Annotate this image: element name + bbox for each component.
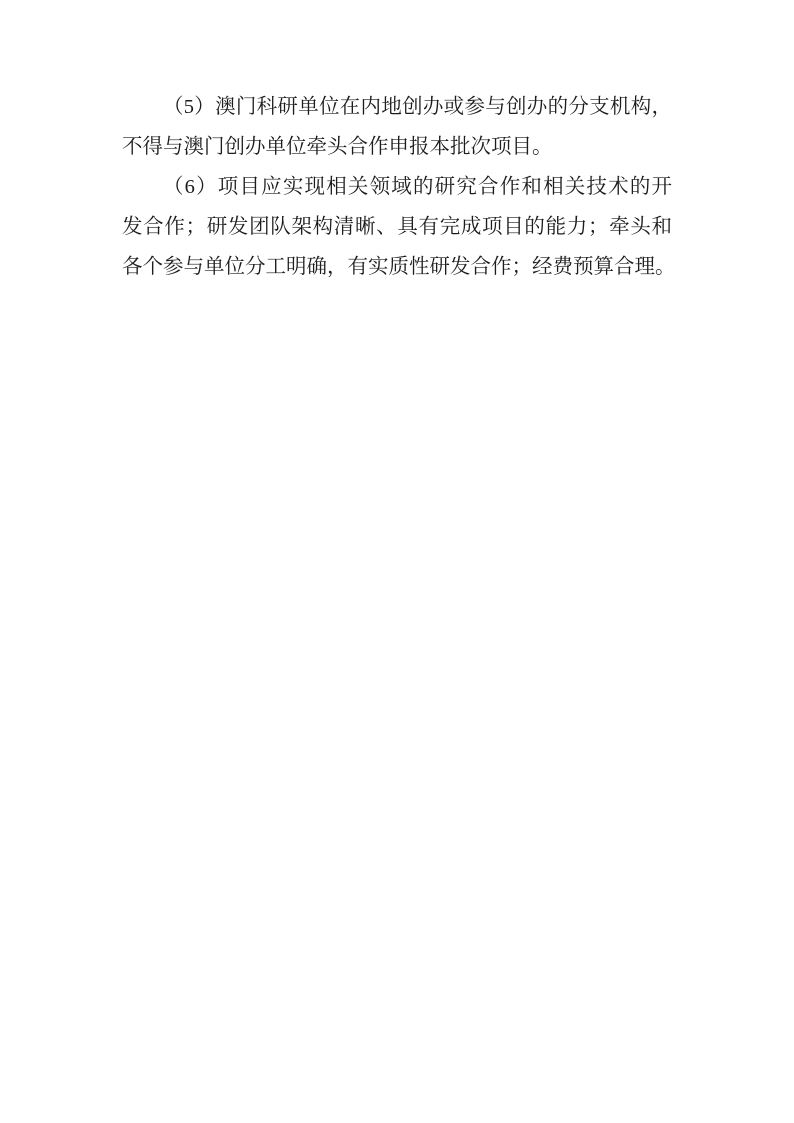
text-line: 各个参与单位分工明确，有实质性研发合作；经费预算合理。 [122, 256, 676, 278]
paragraph-item-5 [122, 87, 672, 167]
text-line: （6）项目应实现相关领域的研究合作和相关技术的开 [163, 176, 672, 198]
text-line: 发合作；研发团队架构清晰、具有完成项目的能力；牵头和 [122, 216, 672, 238]
text-line: 不得与澳门创办单位牵头合作申报本批次项目。 [122, 136, 553, 158]
text-line: （5）澳门科研单位在内地创办或参与创办的分支机构， [163, 96, 672, 118]
document-text-area [122, 87, 676, 287]
paragraph-item-6 [122, 167, 676, 287]
